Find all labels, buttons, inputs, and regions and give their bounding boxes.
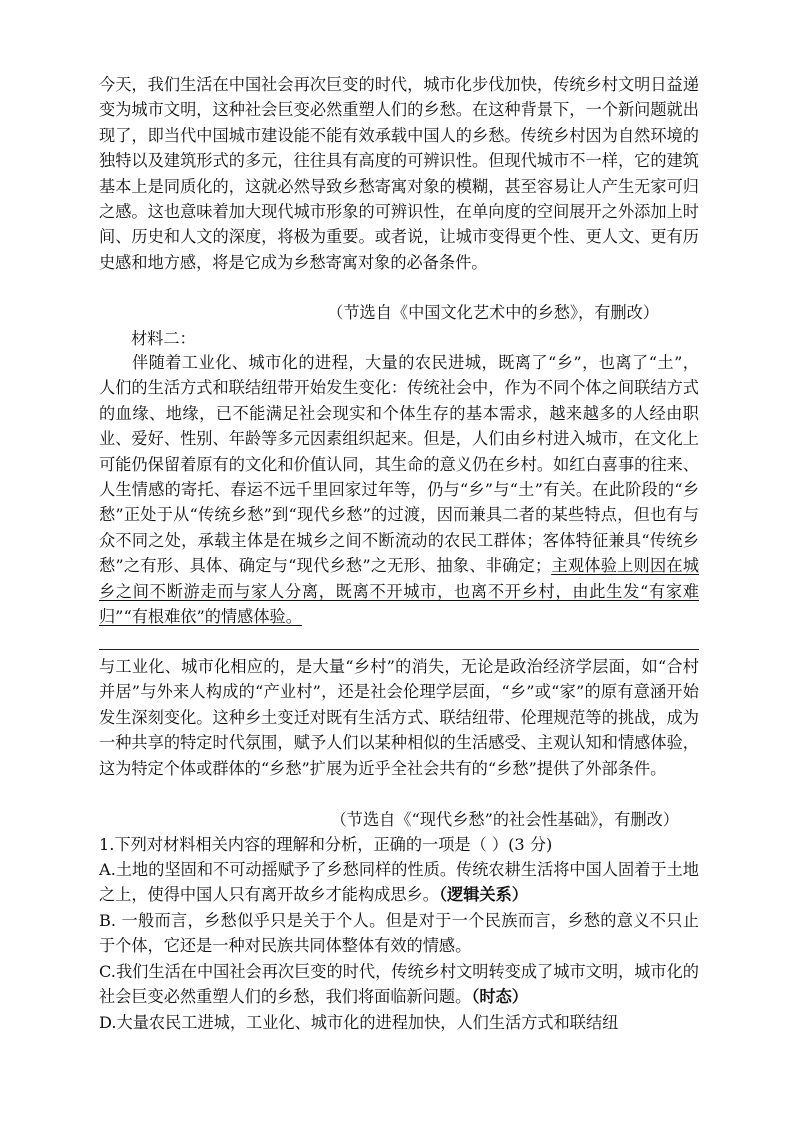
option-c — [99, 959, 699, 1010]
material1-source: （节选自《中国文化艺术中的乡愁》，有删改） — [327, 303, 659, 322]
material2-underlined-sentence: 主观体验上则因在城乡之间不断游走而与家人分离，既离不开城市，也离不开乡村，由此生发“有家难归”“有根难依”的情感体验。 — [99, 556, 699, 627]
material2-paragraph-1-text: 伴随着工业化、城市化的进程，大量的农民进城，既离了“乡”，也离了“土”，人们的生活方式和联结纽带开始发生变化：传统社会中，作为不同个体之间联结方式的血缘、地缘，已不能满足社会现实和个体生存的基本需求，越来越多的人经由职业、爱好、性别、年龄等多元因素组织起来。但是，人们由乡村进入城市，在文化上可能仍保留着原有的文化和价值认同，其生命的意义仍在乡村。如红白喜事的往来、人生情感的寄托、春运不远千里回家过年等，仍与“乡”与“土”有关。在此阶段的“乡愁”正处于从“传统乡愁”到“现代乡愁”的过渡，因而兼具二者的某些特点，但也有与众不同之处，承载主体是在城乡之间不断流动的农民工群体；客体特征兼具“传统乡愁”之有形、具体、确定与“现代乡愁”之无形、抽象、非确定； — [99, 353, 699, 576]
material2-paragraph-1 — [99, 350, 699, 629]
option-d: D.大量农民工进城，工业化、城市化的进程加快，人们生活方式和联结纽 — [99, 1013, 619, 1032]
material1-paragraph: 今天，我们生活在中国社会再次巨变的时代，城市化步伐加快，传统乡村文明日益递变为城市文明，这种社会巨变必然重塑人们的乡愁。在这种背景下，一个新问题就出现了，即当代中国城市建设能不能有效承载中国人的乡愁。传统乡村因为自然环境的独特以及建筑形式的多元，往往具有高度的可辨识性。但现代城市不一样，它的建筑基本上是同质化的，这就必然导致乡愁寄寓对象的模糊，甚至容易让人产生无家可归之感。这也意味着加大现代城市形象的可辨识性，在单向度的空间展开之外添加上时间、历史和人文的深度，将极为重要。或者说，让城市变得更个性、更人文、更有历史感和地方感，将是它成为乡愁寄寓对象的必备条件。 — [99, 75, 699, 272]
question-stem: 1.下列对材料相关内容的理解和分析，正确的一项是（ ）(3 分) — [99, 835, 553, 854]
option-a-text: A.土地的坚固和不可动摇赋予了乡愁同样的性质。传统农耕生活将中国人固着于土地之上，使得中国人只有离开故乡才能构成思乡。 — [99, 860, 699, 905]
material2-label: 材料二： — [131, 329, 196, 348]
material2-source: （节选自《“现代乡愁”的社会性基础》，有删改） — [330, 810, 679, 829]
material2-paragraph-2: 与工业化、城市化相应的，是大量“乡村”的消失，无论是政治经济学层面，如“合村并居”与外来人构成的“产业村”，还是社会伦理学层面，“乡”或“家”的原有意涵开始发生深刻变化。这种乡土变迁对既有生活方式、联结纽带、伦理规范等的挑战，成为一种共享的特定时代氛围，赋予人们以某种相似的生活感受、主观认知和情感体验，这为特定个体或群体的“乡愁”扩展为近乎全社会共有的“乡愁”提供了外部条件。 — [99, 657, 699, 778]
divider-line — [99, 649, 699, 650]
option-a — [99, 857, 699, 908]
option-c-text: C.我们生活在中国社会再次巨变的时代，传统乡村文明转变成了城市文明，城市化的社会巨变必然重塑人们的乡愁，我们将面临新问题。 — [99, 962, 699, 1007]
option-b: B. 一般而言，乡愁似乎只是关于个人。但是对于一个民族而言，乡愁的意义不只止于个体，它还是一种对民族共同体整体有效的情感。 — [99, 911, 699, 956]
option-c-tag: （时态） — [471, 987, 528, 1007]
option-a-tag: （逻辑关系） — [438, 885, 528, 905]
